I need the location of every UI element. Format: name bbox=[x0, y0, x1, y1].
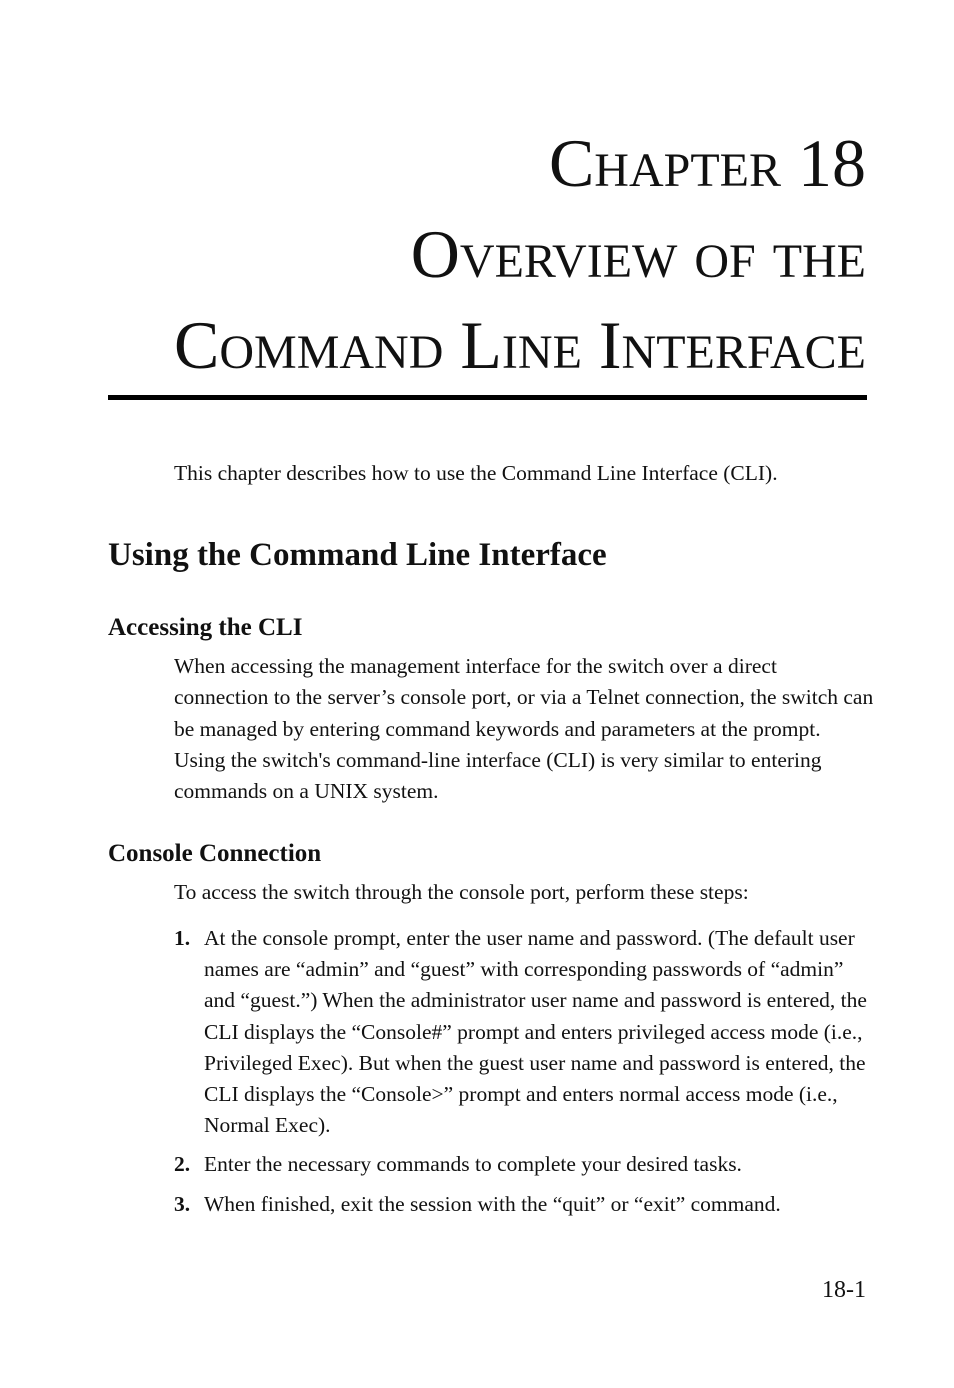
step-text: When finished, exit the session with the “quit” or “exit” command. bbox=[204, 1191, 781, 1216]
chapter-title-line-1: Chapter 18 bbox=[548, 125, 866, 201]
subsection-heading-console: Console Connection bbox=[108, 840, 322, 867]
console-paragraph: To access the switch through the console port, perform these steps: bbox=[174, 880, 749, 904]
page-number: 18-1 bbox=[822, 1277, 866, 1303]
section-heading: Using the Command Line Interface bbox=[108, 537, 607, 573]
step-number: 2. bbox=[174, 1152, 191, 1177]
step-text: At the console prompt, enter the user name and password. (The default user names are “admin” and “guest” with corresponding passwords of “admin” and “guest.”) When the administrator user name and password is entered, the CLI displays the “Console#” prompt and enters privileged access mode (i.e., Privileged Exec). But when the guest user name and password is entered, the CLI displays the “Console>” prompt and enters normal access mode (i.e., Normal Exec). bbox=[204, 926, 867, 1138]
step-number: 3. bbox=[174, 1191, 191, 1216]
chapter-intro: This chapter describes how to use the Command Line Interface (CLI). bbox=[174, 461, 778, 485]
chapter-title-line-2: Overview of the bbox=[410, 216, 866, 292]
step-number: 1. bbox=[174, 926, 191, 950]
list-item bbox=[174, 923, 874, 1141]
chapter-divider-rule bbox=[108, 395, 867, 400]
accessing-paragraph: When accessing the management interface for the switch over a direct connection to the server’s console port, or via a Telnet connection, the switch can be managed by entering command keywords and parameters at the prompt. Using the switch's command-line interface (CLI) is very similar to entering commands on a UNIX system. bbox=[174, 654, 874, 804]
chapter-title-line-3: Command Line Interface bbox=[174, 307, 866, 383]
list-item bbox=[174, 1149, 874, 1180]
console-steps-list bbox=[174, 923, 874, 1228]
chapter-title bbox=[174, 118, 866, 391]
list-item bbox=[174, 1189, 874, 1220]
step-text: Enter the necessary commands to complete your desired tasks. bbox=[204, 1152, 742, 1177]
subsection-heading-accessing: Accessing the CLI bbox=[108, 614, 303, 641]
